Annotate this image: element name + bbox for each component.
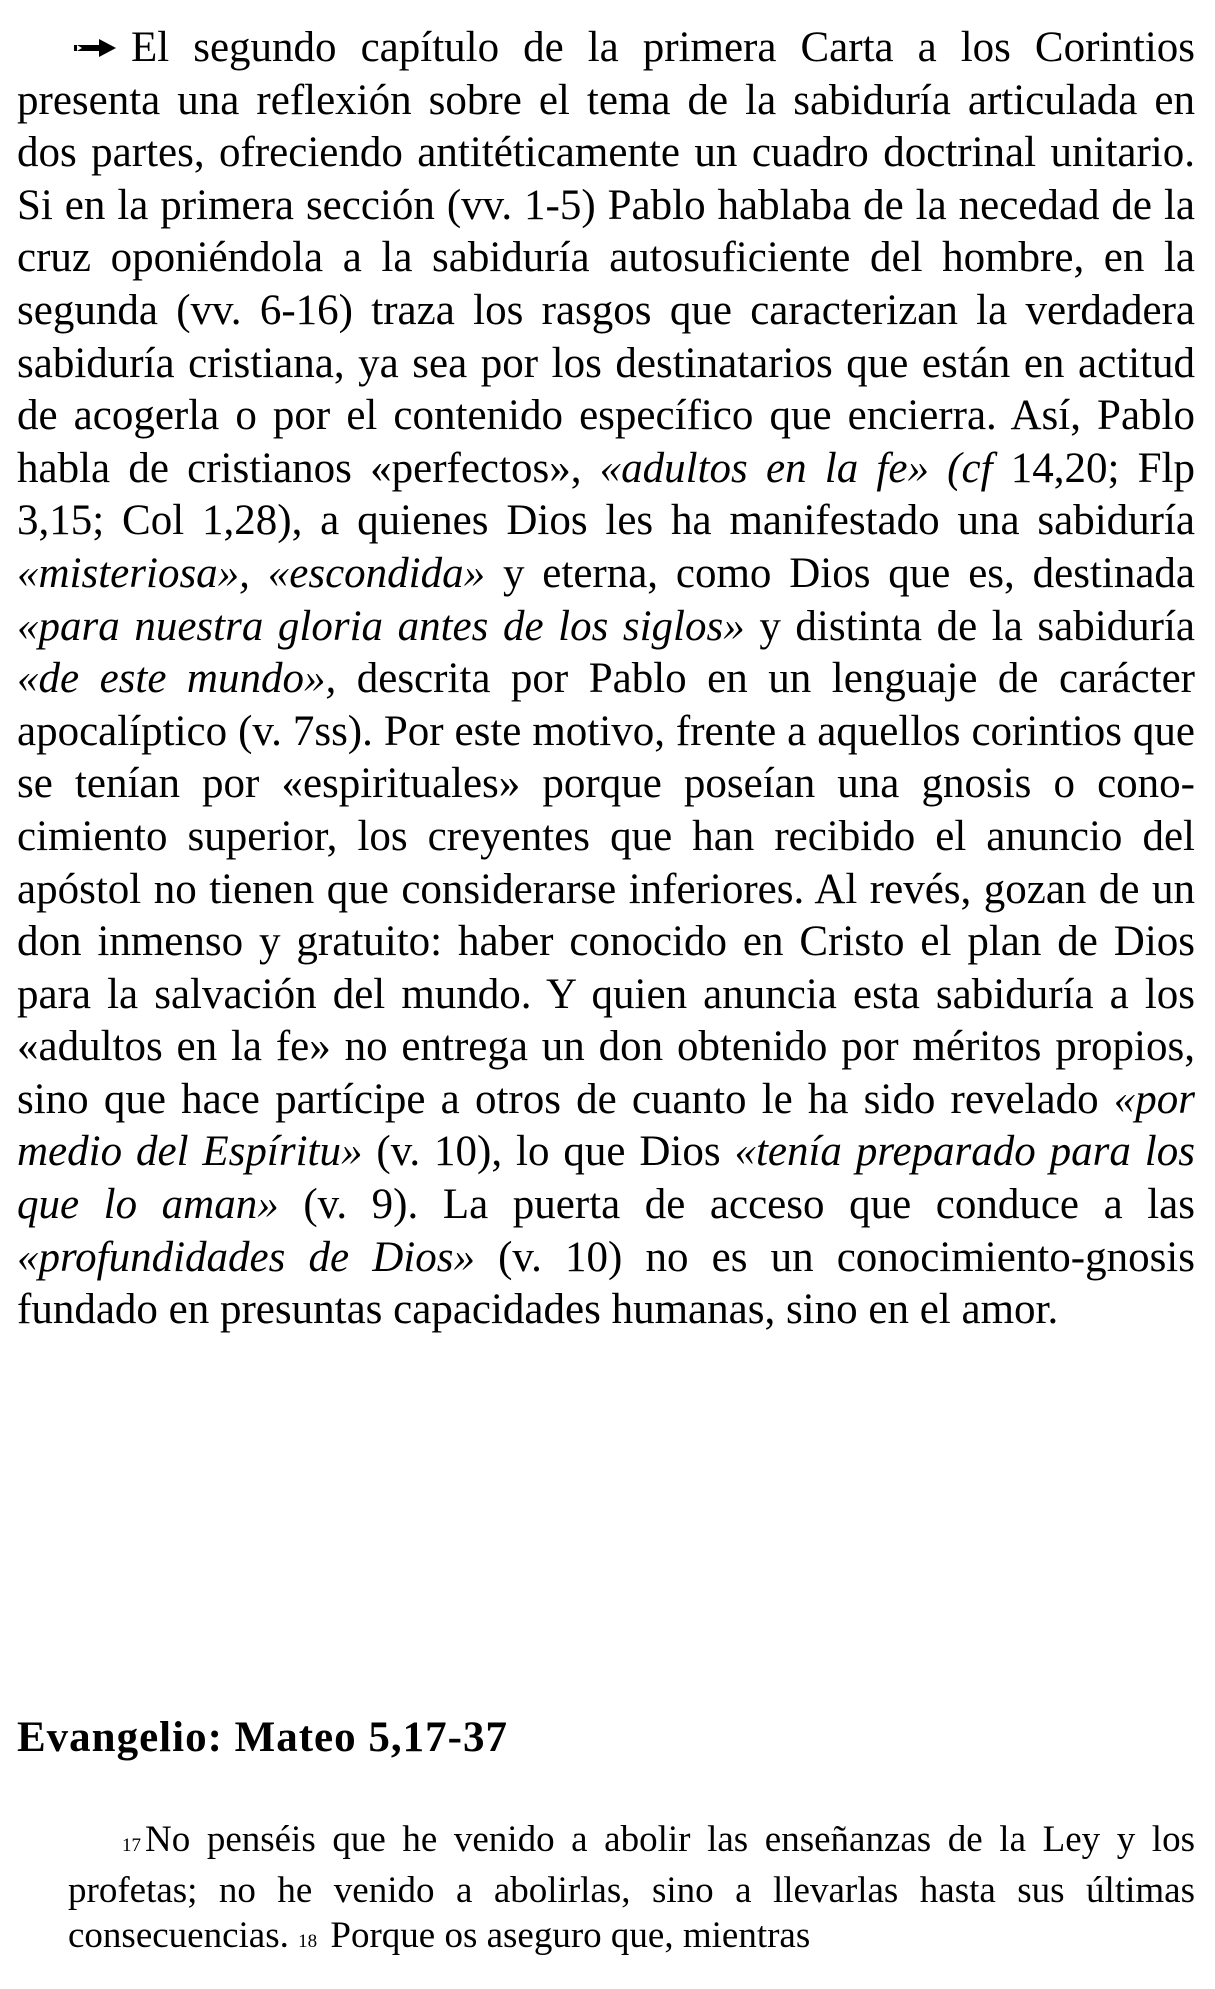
commentary-text: y eterna, como Dios que es, destinada bbox=[485, 549, 1195, 597]
italic-quote: «misteriosa», «escondida» bbox=[17, 549, 486, 597]
commentary-text: descrita por Pablo en un lenguaje de carácter apocalíptico (v. 7ss). Por este motivo, frente a aquellos corintios que se tenían por «espirituales» porque poseían una gnosis o conocimiento superior, los creyentes que han recibido el anuncio del apóstol no tienen que considerarse inferiores. Al revés, gozan de un don inmenso y gratuito: haber conocido en Cristo el plan de Dios para la salvación del mundo. Y quien anuncia esta sabiduría a los «adultos en la fe» no entrega un don obtenido por méritos propios, sino que hace partícipe a otros de cuanto le ha sido revelado bbox=[17, 655, 1195, 1123]
verse-number: 18 bbox=[298, 1931, 318, 1952]
right-arrow-icon bbox=[73, 22, 117, 75]
commentary-text: 14,20; Flp 3,15; Col 1,28), a quienes Dios les ha manifestado una sabiduría bbox=[17, 444, 1196, 545]
commentary-text: El segundo capítulo de la primera Carta a los Corintios presenta una reflexión sobre el tema de la sabiduría articulada en dos partes, ofreciendo antitéticamente un cuadro doctrinal unitario. Si en la primera sección (vv. 1-5) Pablo hablaba de la necedad de la cruz oponiéndola a la sabiduría autosuficiente del hombre, en la segunda (vv. 6-16) traza los rasgos que caracterizan la verdadera sabiduría cristiana, ya sea por los destinatarios que están en actitud de acogerla o por el contenido específico que encierra. Así, Pablo habla de cristianos «perfectos», bbox=[17, 24, 1195, 492]
verse-text: No penséis que he venido a abolir las enseñanzas de la Ley y los profetas; no he venido a abolirlas, sino a llevarlas hasta sus últimas consecuencias. bbox=[68, 1819, 1195, 1956]
commentary-text: (v. 9). La puerta de acceso que conduce a las bbox=[278, 1181, 1195, 1229]
italic-quote: «por medio del Espíritu» bbox=[17, 1075, 1195, 1176]
italic-quote: «adultos en la fe» (cf bbox=[599, 444, 993, 492]
gospel-heading: Evangelio: Mateo 5,17-37 bbox=[17, 1714, 508, 1761]
commentary-text: y distinta de la sabiduría bbox=[744, 602, 1195, 650]
commentary-paragraph bbox=[17, 22, 1195, 1337]
commentary-text: (v. 10), lo que Dios bbox=[362, 1128, 735, 1176]
verse-text: Porque os aseguro que, mientras bbox=[330, 1915, 811, 1956]
italic-quote: «tenía preparado para los que lo aman» bbox=[17, 1128, 1195, 1229]
italic-quote: «profundidades de Dios» bbox=[17, 1233, 475, 1281]
commentary-text: (v. 10) no es un conocimiento-gnosis fundado en presuntas capacidades humanas, sino en el amor. bbox=[17, 1233, 1195, 1334]
gospel-paragraph bbox=[68, 1817, 1195, 1964]
italic-quote: «de este mundo», bbox=[17, 655, 337, 703]
italic-quote: «para nuestra gloria antes de los siglos» bbox=[17, 602, 745, 650]
verse-number: 17 bbox=[122, 1835, 141, 1856]
